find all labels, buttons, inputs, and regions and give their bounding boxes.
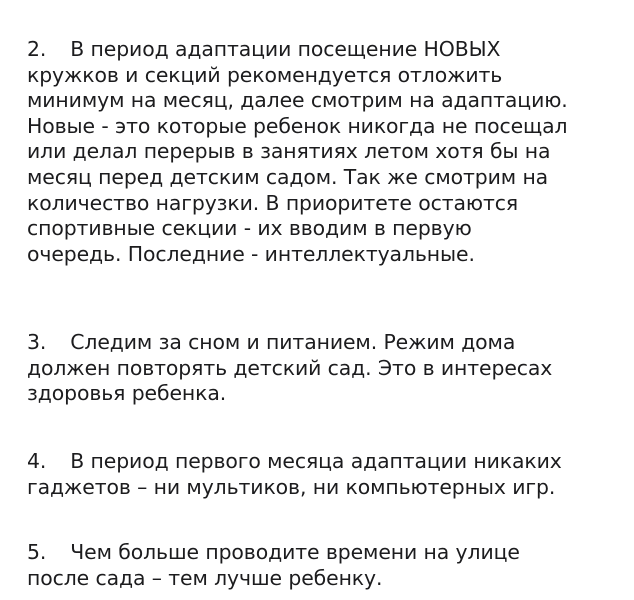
item-text-line: должен повторять детский сад. Это в интересах (27, 355, 553, 380)
item-text-line: Чем больше проводите времени на улице (70, 540, 520, 564)
item-text-line: гаджетов – ни мультиков, ни компьютерных игр. (27, 474, 556, 499)
item-text-line: спортивные секции - их вводим в первую (27, 216, 472, 241)
list-item-first-line (27, 37, 568, 63)
item-text-line: здоровья ребенка. (27, 381, 227, 406)
item-text-line: кружков и секций рекомендуется отложить (27, 62, 503, 87)
list-item-3 (27, 330, 552, 407)
item-text-line: минимум на месяц, далее смотрим на адаптацию. (27, 88, 568, 113)
item-number: 4. (27, 449, 47, 473)
item-text-line: Новые - это которые ребенок никогда не посещал (27, 113, 568, 138)
item-text-line: или делал перерыв в занятиях летом хотя бы на (27, 139, 551, 164)
list-item-first-line (27, 449, 562, 475)
item-text-line: Следим за сном и питанием. Режим дома (70, 330, 516, 354)
list-item-4 (27, 449, 562, 500)
list-item-first-line (27, 330, 552, 356)
item-text-line: после сада – тем лучше ребенку. (27, 565, 383, 590)
list-item-2 (27, 37, 568, 267)
item-number: 2. (27, 37, 47, 61)
item-text-line: очередь. Последние - интеллектуальные. (27, 241, 475, 266)
item-number: 5. (27, 540, 47, 564)
item-text-line: месяц перед детским садом. Так же смотрим на (27, 164, 549, 189)
list-item-first-line (27, 540, 520, 566)
list-item-5 (27, 540, 520, 591)
item-text-line: В период адаптации посещение НОВЫХ (70, 37, 501, 61)
item-text-line: В период первого месяца адаптации никаких (70, 449, 562, 473)
item-text-line: количество нагрузки. В приоритете остаются (27, 190, 519, 215)
item-number: 3. (27, 330, 47, 354)
